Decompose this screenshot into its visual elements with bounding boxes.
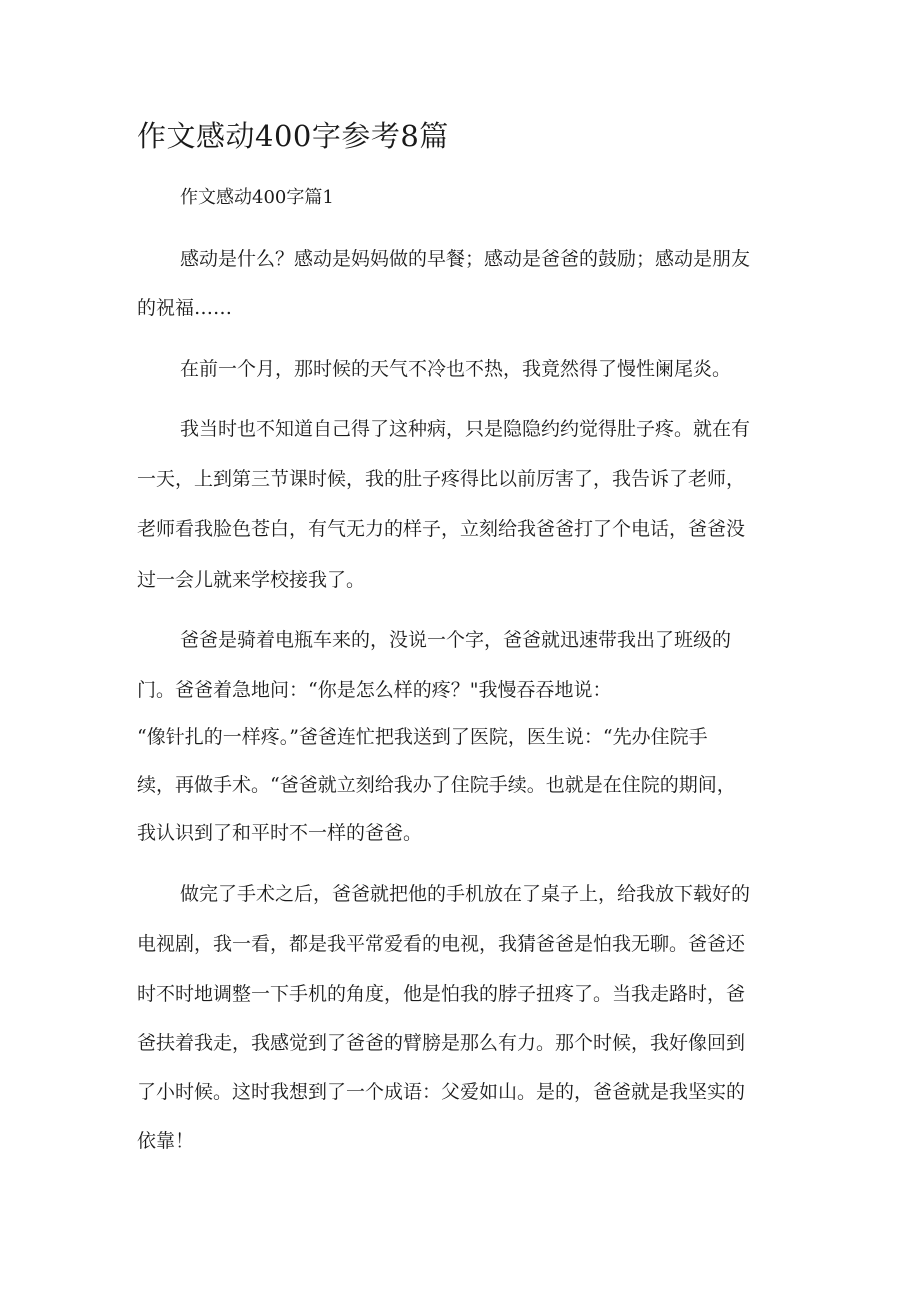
paragraph-line: 过一会儿就来学校接我了。	[137, 569, 366, 591]
section-heading: 作文感动400字篇1	[180, 187, 334, 208]
paragraph-line: 续，再做手术。“爸爸就立刻给我办了住院手续。也就是在住院的期间，	[137, 774, 736, 796]
paragraph-line: 门。爸爸着急地问：“你是怎么样的疼？"我慢吞吞地说：	[137, 679, 612, 701]
paragraph-line: 时不时地调整一下手机的角度，他是怕我的脖子扭疼了。当我走路时，爸	[137, 983, 746, 1005]
paragraph-line: 爸扶着我走，我感觉到了爸爸的臂膀是那么有力。那个时候，我好像回到	[137, 1032, 746, 1054]
paragraph-line: 了小时候。这时我想到了一个成语：父爱如山。是的，爸爸就是我坚实的	[137, 1081, 746, 1103]
paragraph-line: 一天，上到第三节课时候，我的肚子疼得比以前厉害了，我告诉了老师，	[137, 468, 746, 490]
paragraph-line: 我当时也不知道自己得了这种病，只是隐隐约约觉得肚子疼。就在有	[180, 418, 751, 440]
paragraph-line: 我认识到了和平时不一样的爸爸。	[137, 822, 423, 844]
paragraph-line: 老师看我脸色苍白，有气无力的样子，立刻给我爸爸打了个电话，爸爸没	[137, 518, 746, 540]
paragraph-line: 依靠！	[137, 1130, 195, 1152]
paragraph-line: 做完了手术之后，爸爸就把他的手机放在了桌子上，给我放下载好的	[180, 883, 751, 905]
document-title: 作文感动400字参考8篇	[137, 119, 449, 153]
paragraph-line: 感动是什么？感动是妈妈做的早餐；感动是爸爸的鼓励；感动是朋友	[180, 248, 751, 270]
paragraph-line: 爸爸是骑着电瓶车来的，没说一个字，爸爸就迅速带我出了班级的	[180, 629, 732, 651]
paragraph-line: 的祝福……	[137, 297, 233, 319]
paragraph-line: 在前一个月，那时候的天气不冷也不热，我竟然得了慢性阑尾炎。	[180, 358, 732, 380]
paragraph-line: 电视剧，我一看，都是我平常爱看的电视，我猜爸爸是怕我无聊。爸爸还	[137, 933, 746, 955]
paragraph-line: “像针扎的一样疼。”爸爸连忙把我送到了医院，医生说：“先办住院手	[137, 726, 708, 748]
